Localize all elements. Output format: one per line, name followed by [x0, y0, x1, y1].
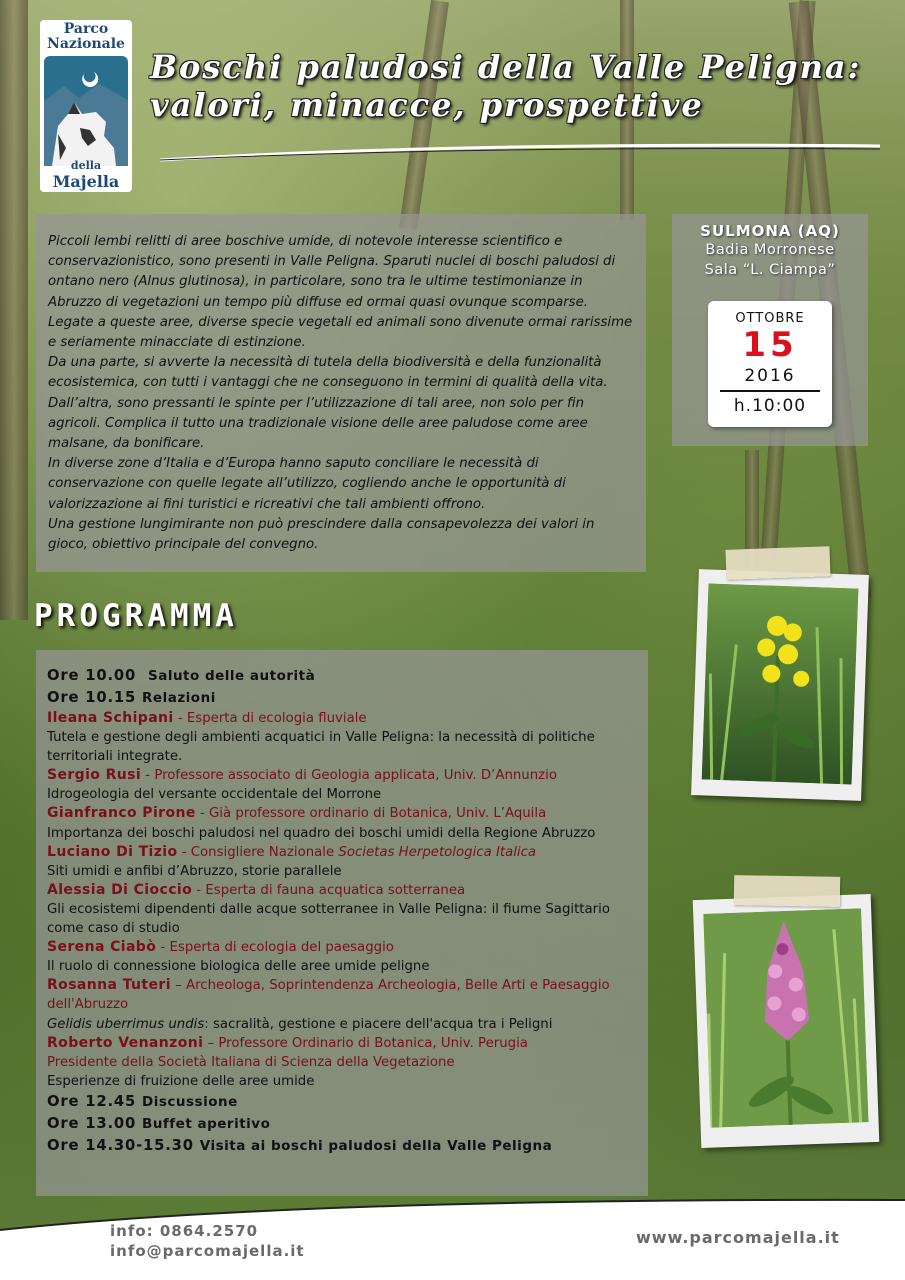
talk-title-rest: : sacralità, gestione e piacere dell'acqua tra i Peligni [204, 1016, 553, 1032]
event-year: 2016 [744, 366, 796, 386]
park-logo [40, 20, 132, 192]
tape-strip [726, 546, 831, 580]
program-heading: PROGRAMMA [34, 598, 238, 634]
event-city: SULMONA (AQ) [700, 222, 840, 240]
program-box [36, 650, 648, 1196]
speaker-role: - Esperta di fauna acquatica sotterranea [192, 882, 466, 898]
logo-word-parco: Parco [63, 21, 109, 37]
program-time: Ore 10.00 [47, 667, 137, 684]
talk-speaker [47, 843, 638, 862]
program-closing-item [47, 1091, 638, 1113]
photo-purple-flower [693, 894, 880, 1148]
speaker-name: Serena Ciabò [47, 939, 157, 956]
speaker-name: Rosanna Tuteri [47, 977, 171, 994]
speaker-role: - Esperta di ecologia del paesaggio [156, 940, 394, 956]
program-label: Buffet aperitivo [142, 1115, 271, 1132]
event-info-box [672, 214, 868, 446]
footer-email[interactable]: info@parcomajella.it [110, 1242, 305, 1260]
program-time: Ore 13.00 [47, 1114, 137, 1132]
talk-title: Siti umidi e anfibi d’Abruzzo, storie parallele [47, 863, 342, 879]
event-room: Sala “L. Ciampa” [704, 262, 836, 278]
speaker-name: Sergio Rusi [47, 767, 142, 784]
talk-speaker [47, 766, 638, 785]
program-label: Visita ai boschi paludosi della Valle Peligna [199, 1137, 553, 1154]
program-time: Ore 12.45 [47, 1092, 137, 1110]
program-label: Relazioni [142, 690, 216, 706]
speaker-role: - Consigliere Nazionale [177, 844, 339, 860]
event-venue: Badia Morronese [705, 242, 835, 258]
title-line-1: Boschi paludosi della Valle Peligna: [150, 48, 862, 86]
talk-speaker [47, 881, 638, 900]
talk-title: Idrogeologia del versante occidentale del Morrone [47, 787, 382, 803]
photo-yellow-flower [691, 569, 869, 801]
talk-title [47, 1015, 638, 1034]
intro-paragraph: Una gestione lungimirante non può prescindere dalla consapevolezza dei valori in gioco, obiettivo principale del convegno. [48, 516, 595, 553]
event-time: h.10:00 [733, 396, 807, 416]
program-time: Ore 10.15 [47, 689, 137, 706]
speaker-role: - Esperta di ecologia fluviale [173, 711, 367, 726]
speaker-name: Alessia Di Cioccio [47, 881, 193, 898]
intro-text-box [36, 214, 646, 572]
title-underline-swoosh [160, 140, 880, 162]
calendar-divider [720, 390, 820, 392]
talk-speaker [47, 1034, 638, 1053]
program-opening-item [47, 665, 638, 687]
logo-word-majella: Majella [52, 172, 120, 191]
event-calendar [708, 301, 832, 427]
speaker-organization: Societas Herpetologica Italica [338, 844, 537, 860]
speaker-name: Roberto Venanzoni [47, 1034, 204, 1051]
logo-name-top [40, 20, 132, 52]
intro-paragraph: Da una parte, si avverte la necessità di tutela della biodiversità e della funzionalità ecosistemica, con tutti i vantaggi che ne conseguono in termini di qualità della vita. Dall’altra, sono pressanti le spinte per l’utilizzazione di tali aree, non solo per fin agricoli. Complica il tutto una tradizionale visione delle aree paludose come aree malsane, da bonificare. [48, 355, 608, 452]
wolf-moon-icon [44, 56, 128, 166]
talk-title: Gli ecosistemi dipendenti dalle acque sotterranee in Valle Peligna: il fiume Sagittario come caso di studio [47, 901, 610, 937]
program-time: Ore 14.30-15.30 [47, 1136, 194, 1154]
program-closing-item [47, 1135, 638, 1157]
speaker-name: Gianfranco Pirone [47, 805, 196, 822]
talk-title: Importanza dei boschi paludosi nel quadro dei boschi umidi della Regione Abruzzo [47, 825, 596, 841]
logo-name-bottom [40, 158, 132, 190]
program-closing-item [47, 1113, 638, 1135]
talk-title: Esperienze di fruizione delle aree umide [47, 1073, 315, 1089]
tree-trunk [0, 0, 28, 620]
logo-wolf-emblem [44, 56, 128, 166]
intro-paragraph: Piccoli lembi relitti di aree boschive umide, di notevole interesse scientifico e conservazionistico, sono presenti in Valle Peligna. Sparuti nuclei di boschi paludosi di ontano nero (Alnus glutinosa), in particolare, sono tra le ultime testimonianze in Abruzzo di vegetazioni un tempo più diffuse ed ormai quasi ovunque scomparse. Legate a queste aree, diverse specie vegetali ed animali sono divenute ormai rarissime e seriamente minacciate di estinzione. [48, 234, 633, 351]
intro-paragraph: In diverse zone d’Italia e d’Europa hanno saputo conciliare le necessità di conservazione con quelle legate all’utilizzo, cogliendo anche le opportunità di valorizzazione ai fini turistici e ricreativi che tali ambienti offrono. [48, 456, 566, 512]
talk-speaker [47, 709, 638, 728]
footer-phone: info: 0864.2570 [110, 1222, 259, 1240]
talk-speaker [47, 804, 638, 823]
tape-strip [734, 875, 841, 907]
poster-title [150, 48, 870, 124]
speaker-name: Ileana Schipani [47, 710, 174, 726]
talk-title: Il ruolo di connessione biologica delle aree umide peligne [47, 959, 430, 975]
yellow-flower-image [702, 583, 859, 784]
speaker-role-secondary: Presidente della Società Italiana di Scienza della Vegetazione [47, 1054, 455, 1070]
speaker-role: – Archeologa, Soprintendenza Archeologia, Belle Arti e Paesaggio dell'Abruzzo [47, 978, 610, 1013]
talk-title-latin: Gelidis uberrimus undis [47, 1016, 205, 1032]
event-month: OTTOBRE [735, 311, 805, 326]
speaker-role: – Professore Ordinario di Botanica, Univ. Perugia [203, 1035, 528, 1051]
speaker-role: - Già professore ordinario di Botanica, Univ. L’Aquila [195, 806, 547, 822]
title-line-2: valori, minacce, prospettive [150, 86, 704, 124]
footer-website[interactable]: www.parcomajella.it [636, 1228, 840, 1247]
event-day: 15 [742, 325, 798, 365]
purple-flower-image [703, 908, 868, 1127]
program-label: Discussione [142, 1093, 238, 1110]
talk-title: Tutela e gestione degli ambienti acquatici in Valle Peligna: la necessità di politiche territoriali integrate. [47, 730, 595, 765]
talk-speaker [47, 976, 638, 1014]
speaker-name: Luciano Di Tizio [47, 843, 178, 860]
speaker-role: - Professore associato di Geologia applicata, Univ. D’Annunzio [141, 768, 557, 784]
program-opening-item [47, 687, 638, 709]
program-label: Saluto delle autorità [147, 668, 316, 684]
logo-word-della: della [70, 159, 102, 172]
talk-speaker [47, 938, 638, 957]
logo-word-nazionale: Nazionale [47, 36, 125, 52]
